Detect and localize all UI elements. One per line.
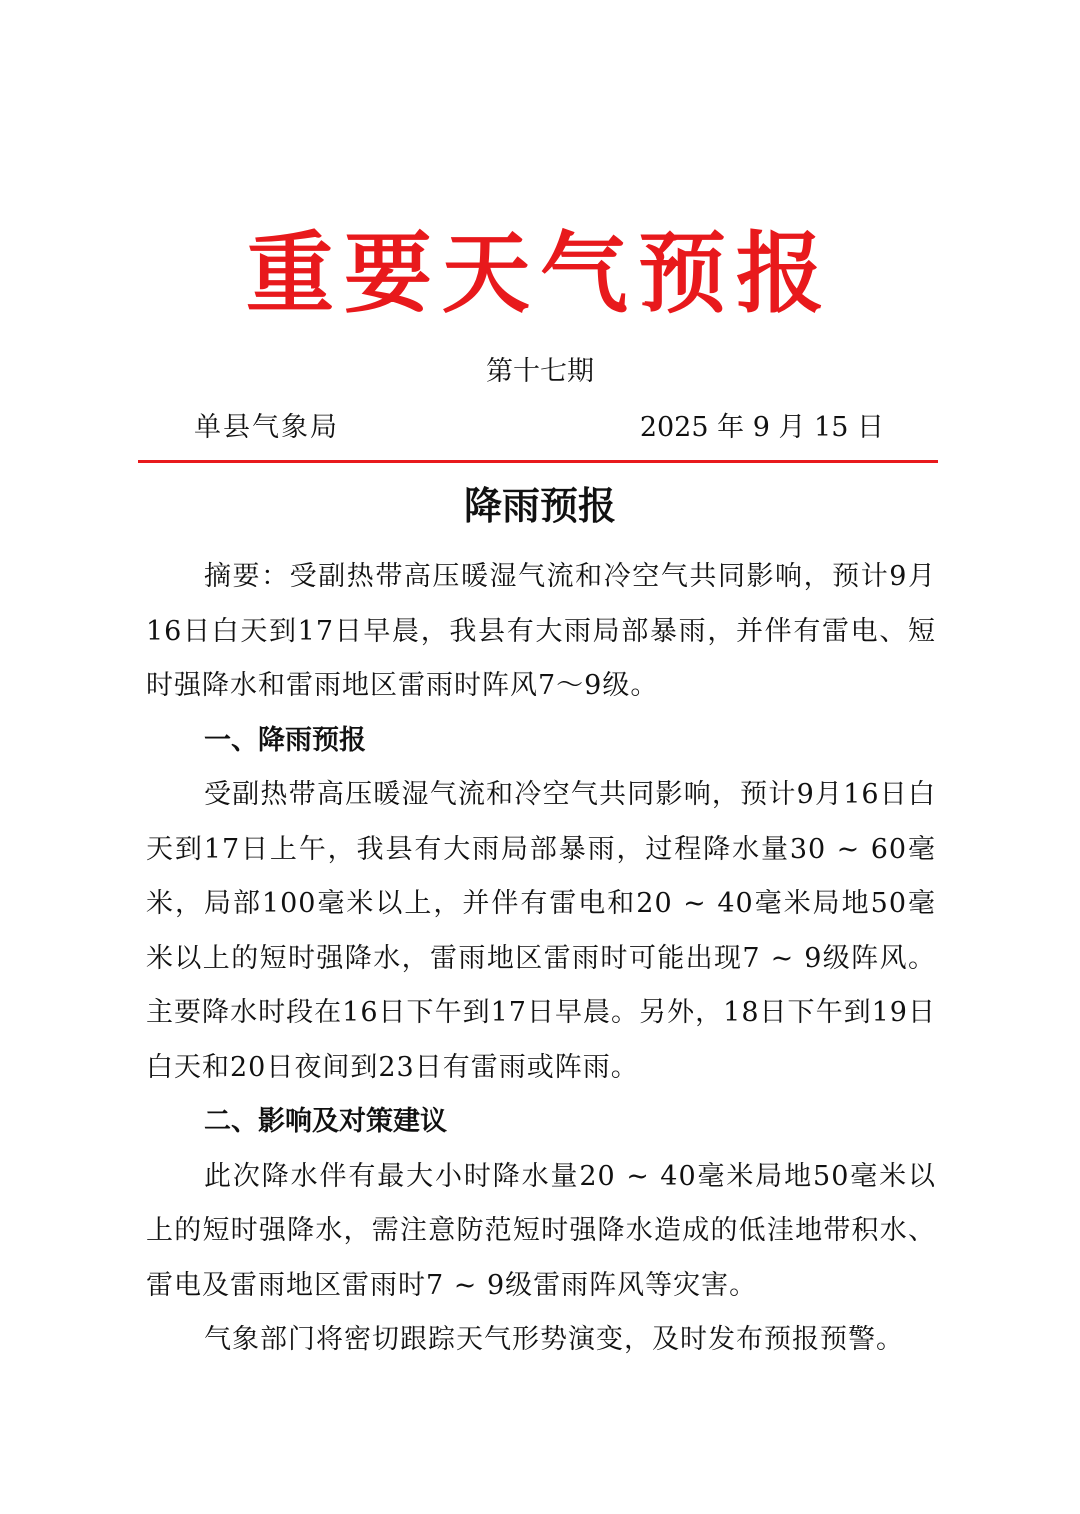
section-heading-rainfall: 一、降雨预报 bbox=[204, 724, 366, 756]
impact-paragraph: 此次降水伴有最大小时降水量20 ~ 40毫米局地50毫米以上的短时强降水，需注意防范短时强降水造成的低洼地带积水、雷电及雷雨地区雷雨时7 ~ 9级雷雨阵风等灾害。 bbox=[146, 1160, 936, 1301]
header-divider bbox=[138, 460, 938, 463]
document-title: 降雨预报 bbox=[463, 483, 616, 528]
issuing-organization: 单县气象局 bbox=[194, 412, 339, 443]
document-body bbox=[146, 550, 936, 1368]
rainfall-paragraph: 受副热带高压暖湿气流和冷空气共同影响，预计9月16日白天到17日上午，我县有大雨局部暴雨，过程降水量30 ~ 60毫米，局部100毫米以上，并伴有雷电和20 ~ 40毫米局地50毫米以上的短时强降水，雷雨地区雷雨时可能出现7 ~ 9级阵风。主要降水时段在16日下午到17日早晨。另外，18日下午到19日白天和20日夜间到23日有雷雨或阵雨。 bbox=[146, 779, 936, 1083]
summary-paragraph: 摘要：受副热带高压暖湿气流和冷空气共同影响，预计9月16日白天到17日早晨，我县有大雨局部暴雨，并伴有雷电、短时强降水和雷雨地区雷雨时阵风7～9级。 bbox=[146, 561, 936, 701]
closing-paragraph: 气象部门将密切跟踪天气形势演变，及时发布预报预警。 bbox=[204, 1324, 904, 1355]
issue-date: 2025 年 9 月 15 日 bbox=[639, 412, 884, 443]
section-heading-impact: 二、影响及对策建议 bbox=[204, 1106, 447, 1137]
masthead-title: 重要天气预报 bbox=[245, 221, 834, 325]
issue-number: 第十七期 bbox=[486, 356, 594, 387]
